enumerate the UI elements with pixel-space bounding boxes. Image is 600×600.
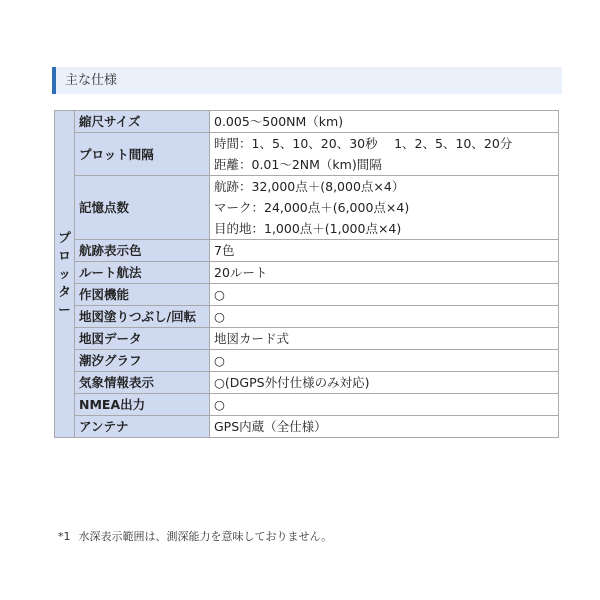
row-label: 記憶点数 — [75, 176, 210, 240]
row-value: ○ — [210, 394, 559, 416]
row-label: アンテナ — [75, 416, 210, 438]
table-row — [55, 133, 559, 176]
row-value: ○ — [210, 350, 559, 372]
row-label: NMEA出力 — [75, 394, 210, 416]
footnote-text: 水深表示範囲は、測深能力を意味しておりません。 — [78, 530, 333, 543]
spec-table — [54, 110, 559, 438]
table-row — [55, 372, 559, 394]
table-row — [55, 284, 559, 306]
row-value: 地図カード式 — [210, 328, 559, 350]
table-row — [55, 328, 559, 350]
group-label-cell — [55, 111, 75, 438]
row-value: 航跡：32,000点＋(8,000点×4） マーク：24,000点＋(6,000点×4) 目的地：1,000点＋(1,000点×4) — [210, 176, 559, 240]
table-row — [55, 394, 559, 416]
row-label: 航跡表示色 — [75, 240, 210, 262]
row-label: 作図機能 — [75, 284, 210, 306]
row-value: ○ — [210, 306, 559, 328]
row-label: ルート航法 — [75, 262, 210, 284]
table-row — [55, 350, 559, 372]
row-label: 地図塗りつぶし/回転 — [75, 306, 210, 328]
table-row — [55, 416, 559, 438]
row-value: ○ — [210, 284, 559, 306]
footnote — [58, 528, 332, 544]
row-value: 20ルート — [210, 262, 559, 284]
table-row — [55, 111, 559, 133]
row-value: 7色 — [210, 240, 559, 262]
row-value: GPS内蔵（全仕様） — [210, 416, 559, 438]
row-label: プロット間隔 — [75, 133, 210, 176]
row-value: 0.005～500NM（km) — [210, 111, 559, 133]
row-value: 時間：1、5、10、20、30秒 1、2、5、10、20分 距離：0.01～2NM（km)間隔 — [210, 133, 559, 176]
footnote-mark: *1 — [58, 530, 71, 543]
group-label: プロッター — [58, 229, 71, 317]
row-label: 縮尺サイズ — [75, 111, 210, 133]
section-title: 主な仕様 — [52, 67, 562, 94]
table-row — [55, 176, 559, 240]
row-label: 地図データ — [75, 328, 210, 350]
row-label: 気象情報表示 — [75, 372, 210, 394]
row-label: 潮汐グラフ — [75, 350, 210, 372]
table-row — [55, 306, 559, 328]
row-value: ○(DGPS外付仕様のみ対応) — [210, 372, 559, 394]
table-row — [55, 240, 559, 262]
table-row — [55, 262, 559, 284]
